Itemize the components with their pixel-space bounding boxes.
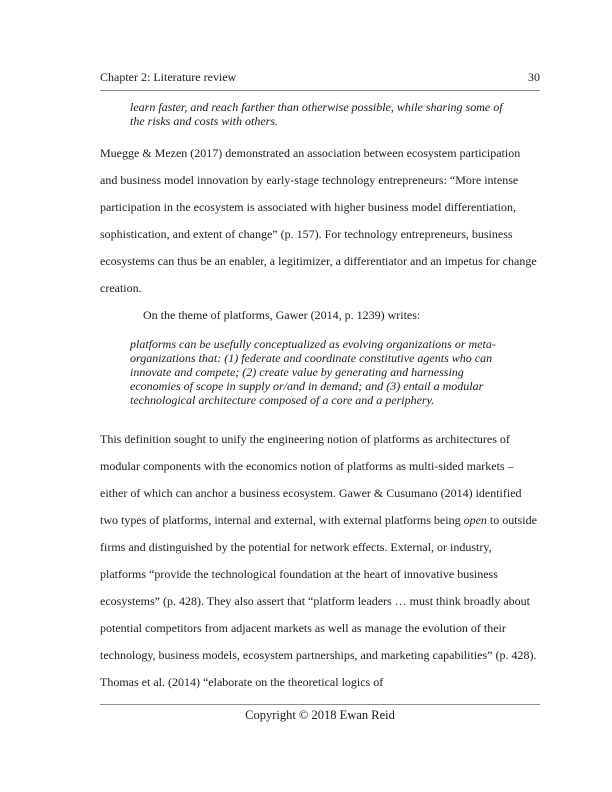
page-number: 30 [528,70,540,84]
paragraph-platforms-text-after: to outside firms and distinguished by the potential for network effects. External, or industry, platforms “provide the technological foundation at the heart of innovative business ecosystems” (p. 428). They also assert that “platform leaders … must think broadly about potential competitors from adjacent markets as well as manage the evolution of their technology, business models, ecosystem partnerships, and marketing capabilities” (p. 428). Thomas et al. (2014) “elaborate on the theoretical logics of [100,513,537,689]
paragraph-platforms-definition [100,426,540,696]
paragraph-muegge-mezen: Muegge & Mezen (2017) demonstrated an association between ecosystem participation and business model innovation by early-stage technology entrepreneurs: “More intense participation in the ecosystem is associated with higher business model differentiation, sophistication, and extent of change” (p. 157). For technology entrepreneurs, business ecosystems can thus be an enabler, a legitimizer, a differentiator and an impetus for change creation. [100,146,537,295]
block-quote-gawer: platforms can be usefully conceptualized as evolving organizations or meta-organizations that: (1) federate and coordinate constitutive agents who can innovate and compete; (2) create value by generating and harnessing economies of scope in supply or/and in demand; and (3) entail a modular technological architecture composed of a core and a periphery. [130,337,496,407]
block-quote-carryover: learn faster, and reach farther than otherwise possible, while sharing some of the risks and costs with others. [130,100,503,128]
running-header-title: Chapter 2: Literature review [100,70,237,84]
page-footer [100,704,540,723]
page-content [100,70,540,696]
paragraph-gawer-intro: On the theme of platforms, Gawer (2014, p. 1239) writes: [143,308,421,322]
running-header [100,70,540,84]
open-emphasis: open [463,513,487,527]
header-rule [100,90,540,91]
copyright-notice: Copyright © 2018 Ewan Reid [245,708,395,722]
paragraph-platforms-text-before: This definition sought to unify the engineering notion of platforms as architectures of modular components with the economics notion of platforms as multi-sided markets – either of which can anchor a business ecosystem. Gawer & Cusumano (2014) identified two types of platforms, internal and external, with external platforms being [100,432,522,527]
